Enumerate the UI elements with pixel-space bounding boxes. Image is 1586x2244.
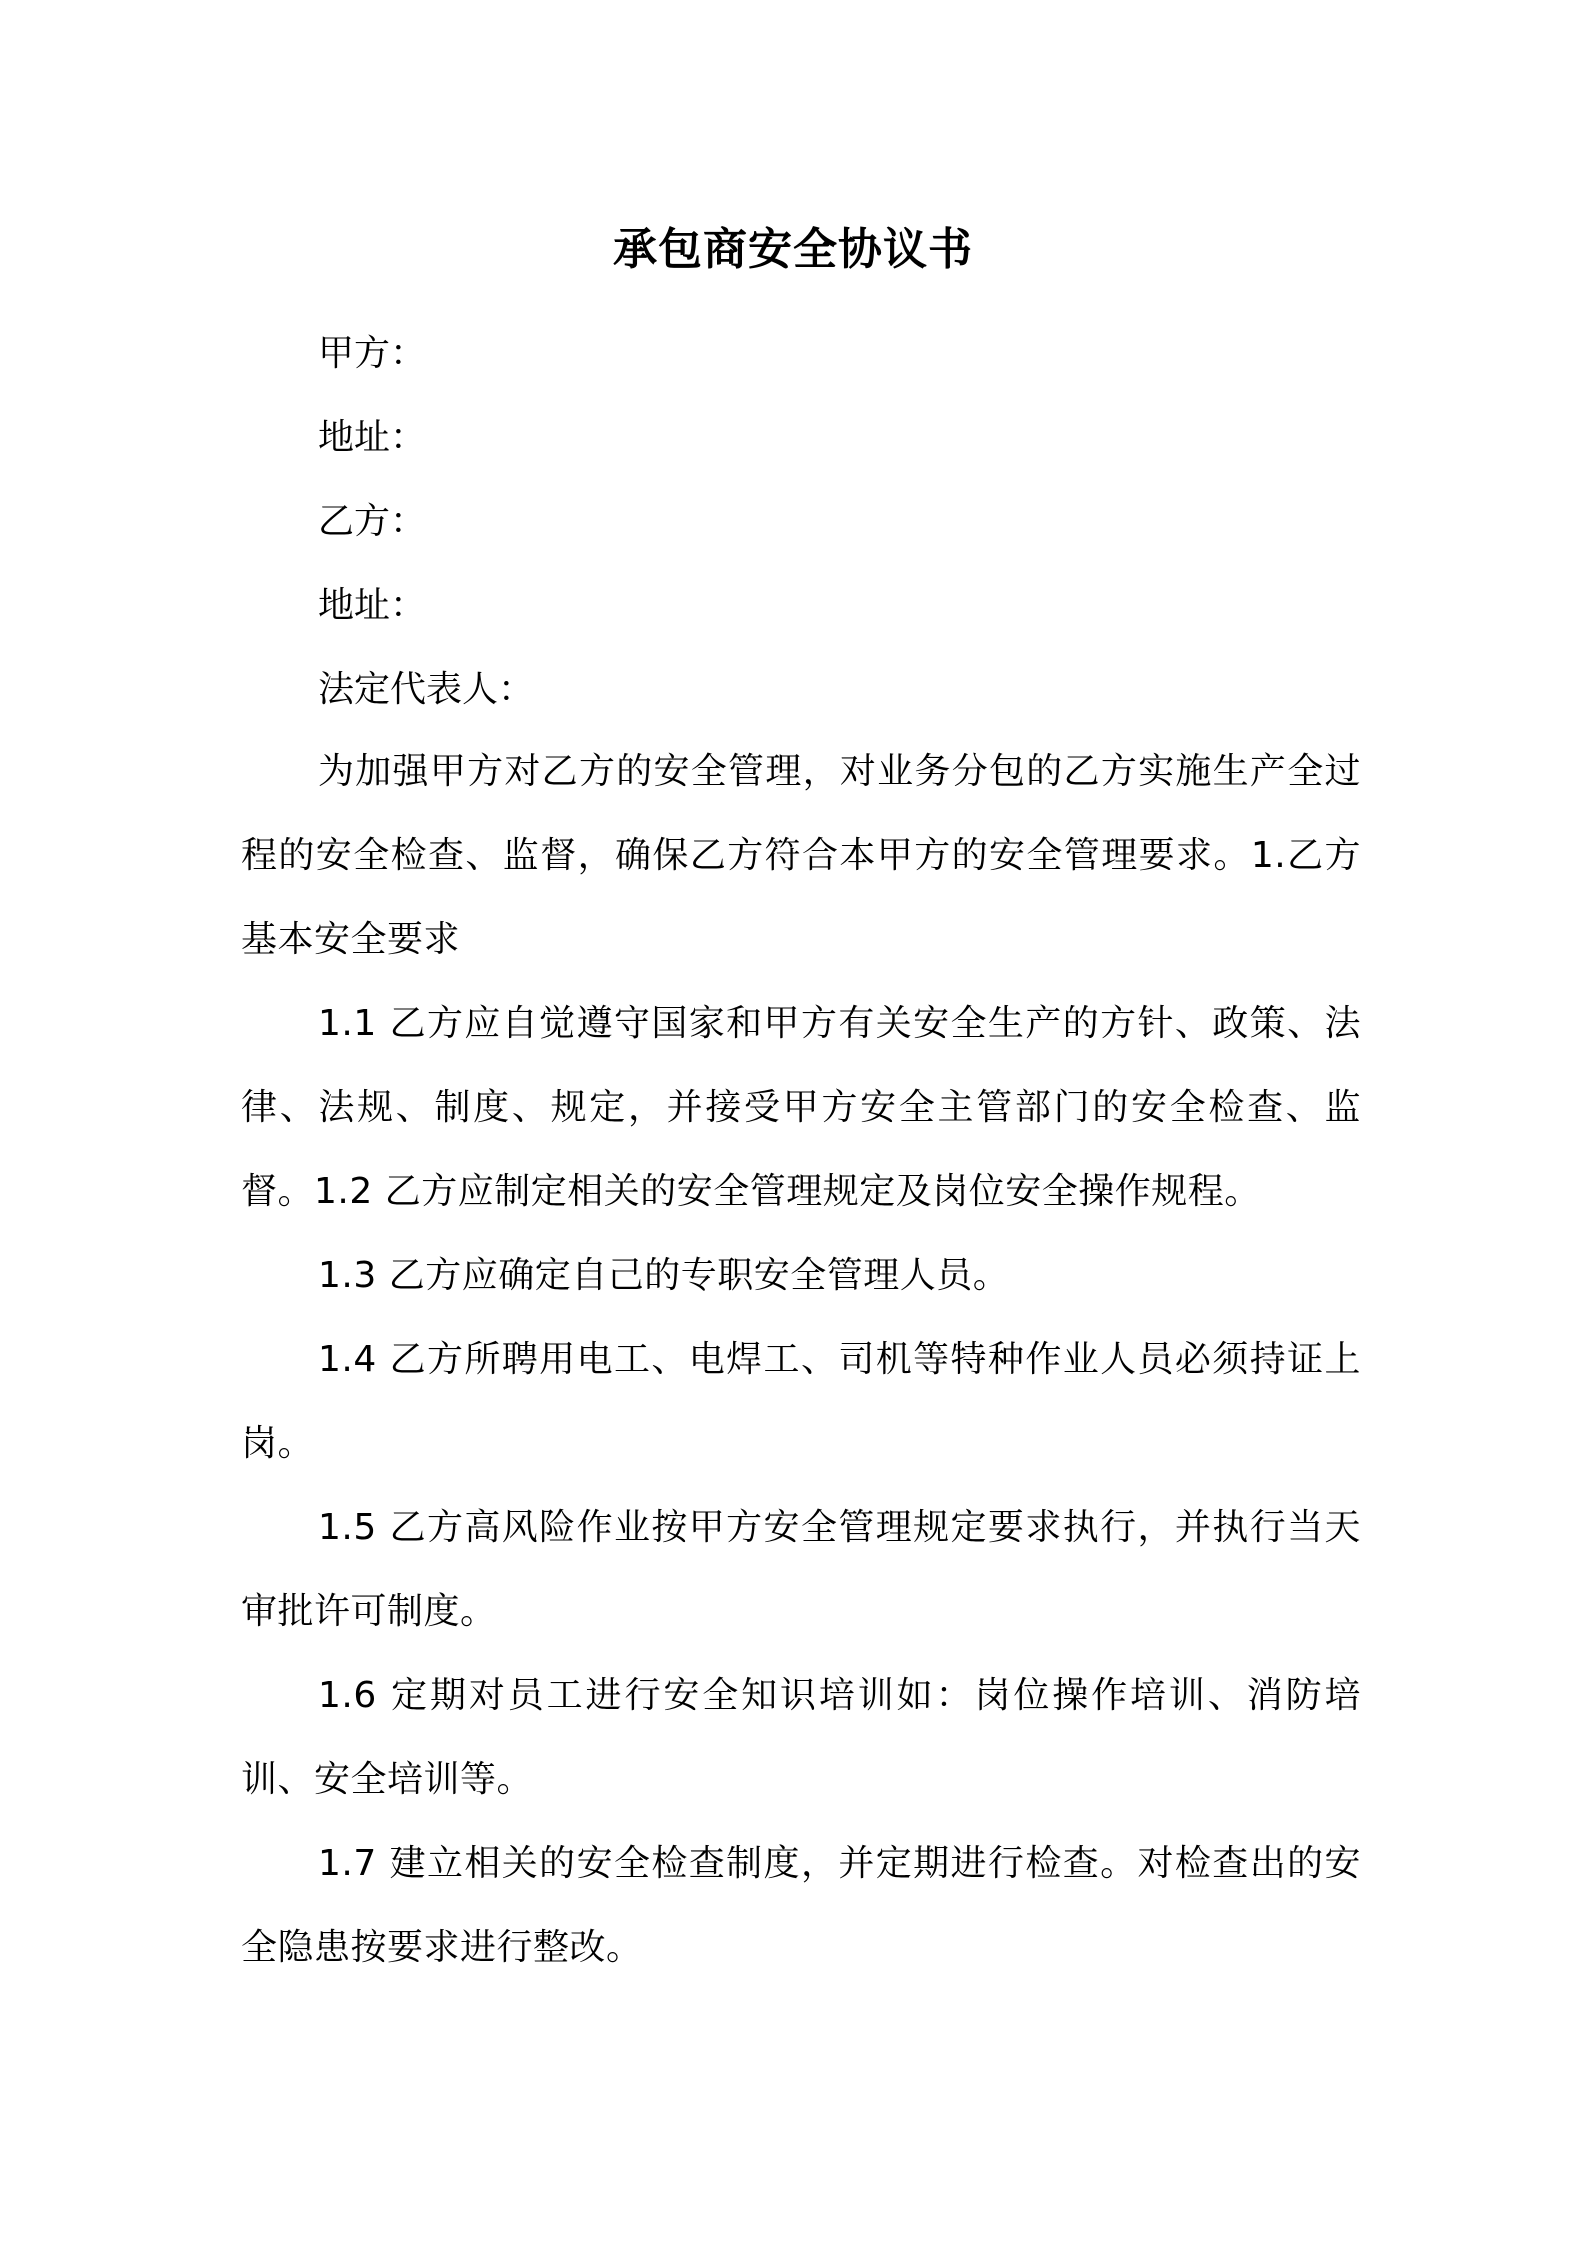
party-a-address-field: 地址： <box>318 417 427 458</box>
clause-1-5-paragraph: 1.5 乙方高风险作业按甲方安全管理规定要求执行，并执行当天审批许可制度。 <box>241 1507 1361 1632</box>
legal-representative-field: 法定代表人： <box>318 669 535 710</box>
clause-1-6-paragraph: 1.6 定期对员工进行安全知识培训如：岗位操作培训、消防培训、安全培训等。 <box>241 1675 1361 1800</box>
clause-1-4-paragraph: 1.4 乙方所聘用电工、电焊工、司机等特种作业人员必须持证上岗。 <box>241 1339 1361 1464</box>
document-title: 承包商安全协议书 <box>613 224 973 275</box>
intro-paragraph: 为加强甲方对乙方的安全管理，对业务分包的乙方实施生产全过程的安全检查、监督，确保乙方符合本甲方的安全管理要求。1.乙方基本安全要求 <box>241 751 1361 960</box>
clause-1-3-paragraph: 1.3 乙方应确定自己的专职安全管理人员。 <box>318 1255 1010 1296</box>
clause-1-7-paragraph: 1.7 建立相关的安全检查制度，并定期进行检查。对检查出的安全隐患按要求进行整改。 <box>241 1843 1361 1968</box>
party-b-field: 乙方： <box>318 501 427 542</box>
clause-1-1-paragraph: 1.1 乙方应自觉遵守国家和甲方有关安全生产的方针、政策、法律、法规、制度、规定，并接受甲方安全主管部门的安全检查、监督。1.2 乙方应制定相关的安全管理规定及岗位安全操作规程。 <box>241 1003 1361 1212</box>
party-b-address-field: 地址： <box>318 585 427 626</box>
party-a-field: 甲方： <box>318 333 427 374</box>
